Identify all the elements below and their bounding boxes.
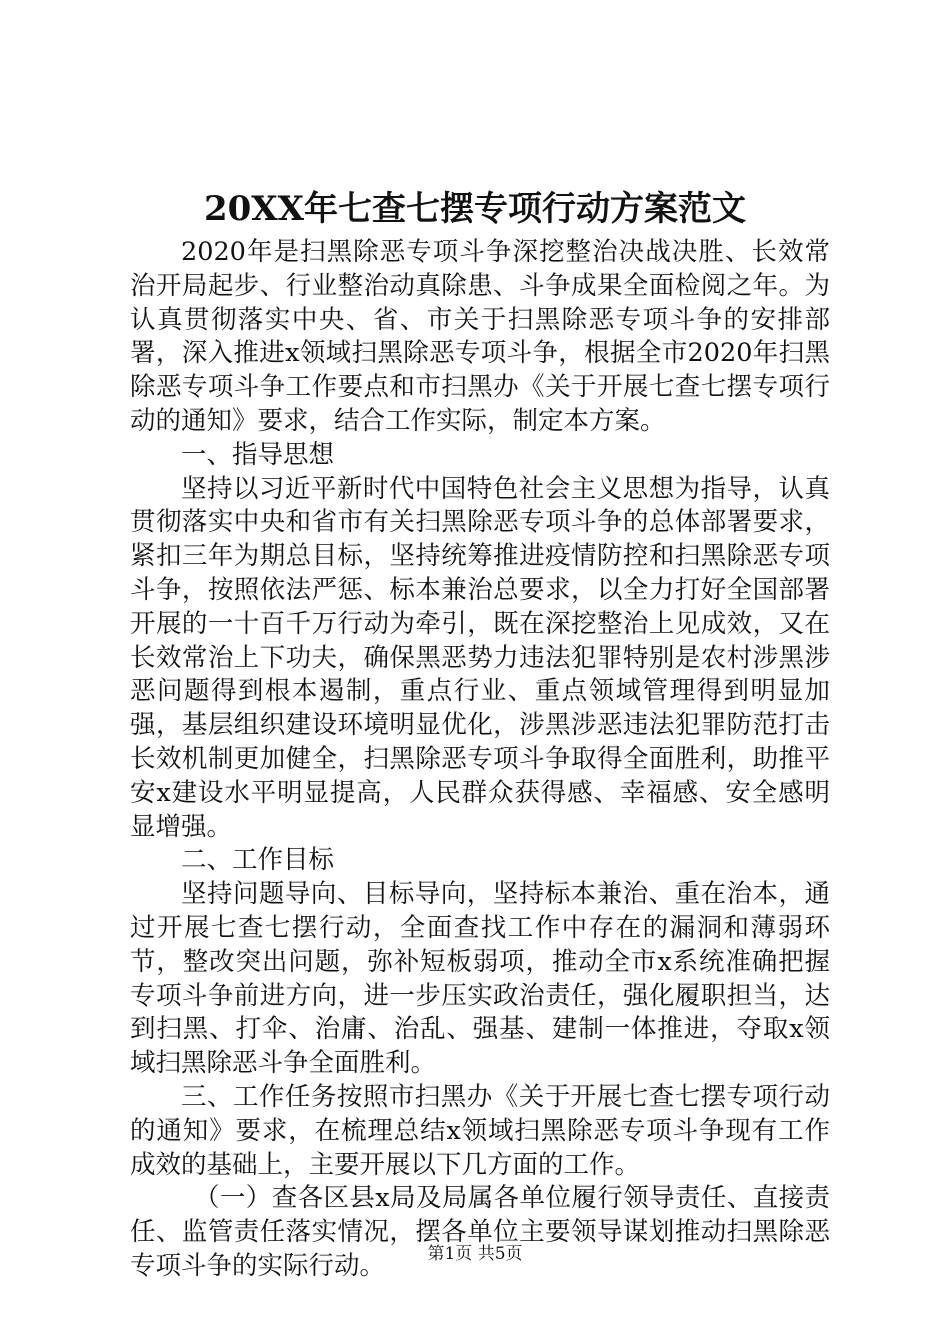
document-title: 20XX年七查七摆专项行动方案范文: [203, 189, 747, 229]
section-heading-work-goals: 二、工作目标: [181, 845, 335, 876]
intro-paragraph: 2020年是扫黑除恶专项斗争深挖整治决战决胜、长效常治开局起步、行业整治动真除患、斗争成果全面检阅之年。为认真贯彻落实中央、省、市关于扫黑除恶专项斗争的安排部署，深入推进x领域扫黑除恶专项斗争，根据全市2020年扫黑除恶专项斗争工作要点和市扫黑办《关于开展七查七摆专项行动的通知》要求，结合工作实际，制定本方案。: [130, 237, 830, 436]
document-body: [130, 236, 830, 1284]
work-tasks-paragraph: 三、工作任务按照市扫黑办《关于开展七查七摆专项行动的通知》要求，在梳理总结x领域扫黑除恶专项斗争现有工作成效的基础上，主要开展以下几方面的工作。: [130, 1081, 830, 1180]
task-item-1-paragraph: （一）查各区县x局及局属各单位履行领导责任、直接责任、监管责任落实情况，摆各单位主要领导谋划推动扫黑除恶专项斗争的实际行动。: [130, 1183, 830, 1281]
page-footer: 第1页 共5页: [427, 1244, 523, 1264]
section-heading-guiding-thought: 一、指导思想: [181, 439, 335, 470]
work-goals-paragraph: 坚持问题导向、目标导向，坚持标本兼治、重在治本，通过开展七查七摆行动，全面查找工作中存在的漏洞和薄弱环节，整改突出问题，弥补短板弱项，推动全市x系统准确把握专项斗争前进方向，进一步压实政治责任，强化履职担当，达到扫黑、打伞、治庸、治乱、强基、建制一体推进，夺取x领域扫黑除恶斗争全面胜利。: [130, 879, 830, 1079]
guiding-thought-paragraph: 坚持以习近平新时代中国特色社会主义思想为指导，认真贯彻落实中央和省市有关扫黑除恶专项斗争的总体部署要求，紧扣三年为期总目标，坚持统筹推进疫情防控和扫黑除恶专项斗争，按照依法严惩、标本兼治总要求，以全力打好全国部署开展的一十百千万行动为牵引，既在深挖整治上见成效，又在长效常治上下功夫，确保黑恶势力违法犯罪特别是农村涉黑涉恶问题得到根本遏制，重点行业、重点领域管理得到明显加强，基层组织建设环境明显优化，涉黑涉恶违法犯罪防范打击长效机制更加健全，扫黑除恶专项斗争取得全面胜利，助推平安x建设水平明显提高，人民群众获得感、幸福感、安全感明显增强。: [130, 473, 830, 842]
